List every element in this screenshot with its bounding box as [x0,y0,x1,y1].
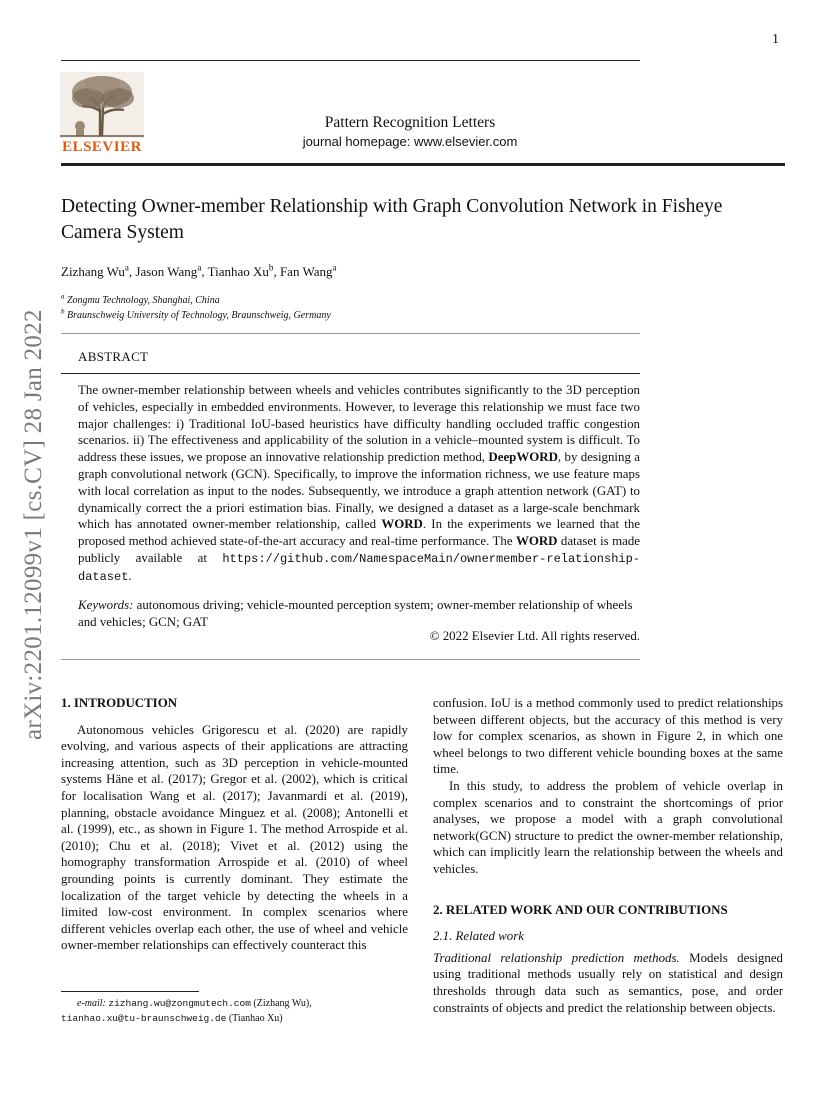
method-name: DeepWORD [488,450,558,465]
header-top-rule [61,60,640,61]
dataset-name: WORD [381,517,423,532]
section-heading-introduction: 1. INTRODUCTION [61,696,178,710]
abstract-heading: ABSTRACT [78,349,149,364]
keywords [78,597,640,631]
paper-title: Detecting Owner-member Relationship with Graph Convolution Network in Fisheye Camera System [61,196,723,243]
intro-paragraph: In this study, to address the problem of vehicle overlap in complex scenarios and to constraint the shortcomings of prior analyses, we propose a model with a graph convolutional network(GCN) structure to predict the owner-member relationship, which can implicitly learn the relationship between the wheels and vehicles. [433,778,783,876]
abstract-text-segment: dataset is made publicly available at [78,534,640,565]
author-name: Fan Wang [279,264,333,279]
footnote-rule [61,991,199,992]
abstract-bottom-rule [61,659,640,660]
abstract-heading-rule [61,373,640,374]
abstract-top-rule [61,333,640,334]
footnote-author: (Tianhao Xu) [226,1013,283,1024]
affiliation-text: Braunschweig University of Technology, Braunschweig, Germany [67,310,331,321]
dataset-name: WORD [515,534,558,549]
author-affiliation-mark: a [332,262,337,273]
author-name: Jason Wang [135,264,198,279]
footnote-author: (Zizhang Wu), [250,998,312,1009]
affiliation-text: Zongmu Technology, Shanghai, China [67,295,220,306]
keywords-text: autonomous driving; vehicle-mounted perception system; owner-member relationship of wheels and vehicles; GCN; GAT [78,598,633,629]
abstract-text-segment: The owner-member relationship between wheels and vehicles contributes significantly to the 3D perception of vehicles, especially in embedded environments. However, to leverage this relationship we must face two major challenges: i) Traditional IoU-based heuristics have difficulty handling occluded traffic congestion scenarios. ii) The effectiveness and applicability of the solution in a vehicle–mounted system is difficult. To address these issues, we propose an innovative relationship prediction method, [78,383,640,465]
elsevier-tree-icon [60,72,144,138]
abstract-text-segment: , by designing a graph convolutional network (GCN). Specifically, to improve the information richness, we use feature maps with local correlation as input to the nodes. Subsequently, we introduce a graph attention network (GAT) to dynamically correct the a priori estimation bias. Finally, we designed a dataset as a large-scale benchmark which has annotated owner-member relationship, called [78,450,640,532]
affiliation-item [61,293,761,308]
paragraph-run-in-heading: Traditional relationship prediction methods. [433,950,680,965]
affiliation-mark: a [61,292,65,301]
journal-name: Pattern Recognition Letters [324,114,496,131]
author-email-link[interactable]: zizhang.wu@zongmutech.com [108,998,251,1009]
related-work-text: Models designed using traditional methods usually rely on statistical and design thresholds through data such as semantics, pose, and order constraints of objects and predict the relationship between objects. [433,950,783,1015]
author-affiliation-mark: b [268,262,274,273]
footnote [61,996,408,1026]
abstract-text-segment: . In the experiments we learned that the proposed method achieved state-of-the-art accuracy and real-time performance. The [78,517,641,549]
abstract-text-segment: . [128,568,132,583]
affiliation-list [61,293,761,323]
affiliation-mark: b [61,307,65,316]
abstract-body [78,382,640,586]
header-bottom-rule [61,163,785,166]
section-heading-related-work: 2. RELATED WORK AND OUR CONTRIBUTIONS [433,902,728,917]
author-name: Zizhang Wu [61,264,125,279]
elsevier-logo-text: ELSEVIER [62,139,142,155]
subsection-heading-related-work: 2.1. Related work [433,929,524,944]
footnote-label: e-mail: [77,998,106,1009]
journal-header [250,114,570,149]
author-affiliation-mark: a [197,262,202,273]
affiliation-item [61,308,761,323]
page-number: 1 [772,32,779,47]
left-column [61,695,408,954]
right-column [433,695,783,1016]
elsevier-logo [60,72,144,160]
footnote-line [61,1011,408,1026]
footnote-line [61,996,408,1011]
arxiv-stamp: arXiv:2201.12099v1 [cs.CV] 28 Jan 2022 [20,309,47,740]
copyright-notice: © 2022 Elsevier Ltd. All rights reserved. [429,629,640,643]
journal-homepage: journal homepage: www.elsevier.com [302,134,518,149]
author-list: Zizhang Wu$^a$, Jason Wang$^a$, Tianhao Xu$^b$, Fan Wang$^a$ [61,262,337,279]
intro-paragraph-continued: confusion. IoU is a method commonly used to predict relationships between different objects, but the accuracy of this method is very low for complex scenarios, as shown in Figure 2, in which one wheel belongs to two different vehicle bounding boxes at the same time. [433,696,783,777]
intro-paragraph: Autonomous vehicles Grigorescu et al. (2020) are rapidly evolving, and various aspects of their applications are attracting increasing attention, such as 3D perception in vehicle-mounted systems Häne et al. (2017); Gregor et al. (2002), which is critical for localisation Wang et al. (2017); Javanmardi et al. (2019), planning, obstacle avoidance Minguez et al. (2008); Antonelli et al. (1999), etc., as shown in Figure 1. The method Arrospide et al. (2010); Chu et al. (2018); Vivet et al. (2012) using the homography transformation Arrospide et al. (2010) of wheel grounding points is currently dominant. They estimate the localization of the target vehicle by detecting the wheels in a limited low-cost environment. In complex scenarios where different vehicles overlap each other, the use of wheel and vehicle owner-member relationships can effectively counteract this [61,722,408,953]
author-name: Tianhao Xu [207,264,269,279]
related-work-paragraph [433,950,783,1016]
dataset-url-link[interactable]: https://github.com/NamespaceMain/ownermember-relationship-dataset [78,551,640,584]
author-affiliation-mark: a [124,262,129,273]
keywords-label: Keywords: [78,598,134,612]
author-email-link[interactable]: tianhao.xu@tu-braunschweig.de [61,1013,227,1024]
